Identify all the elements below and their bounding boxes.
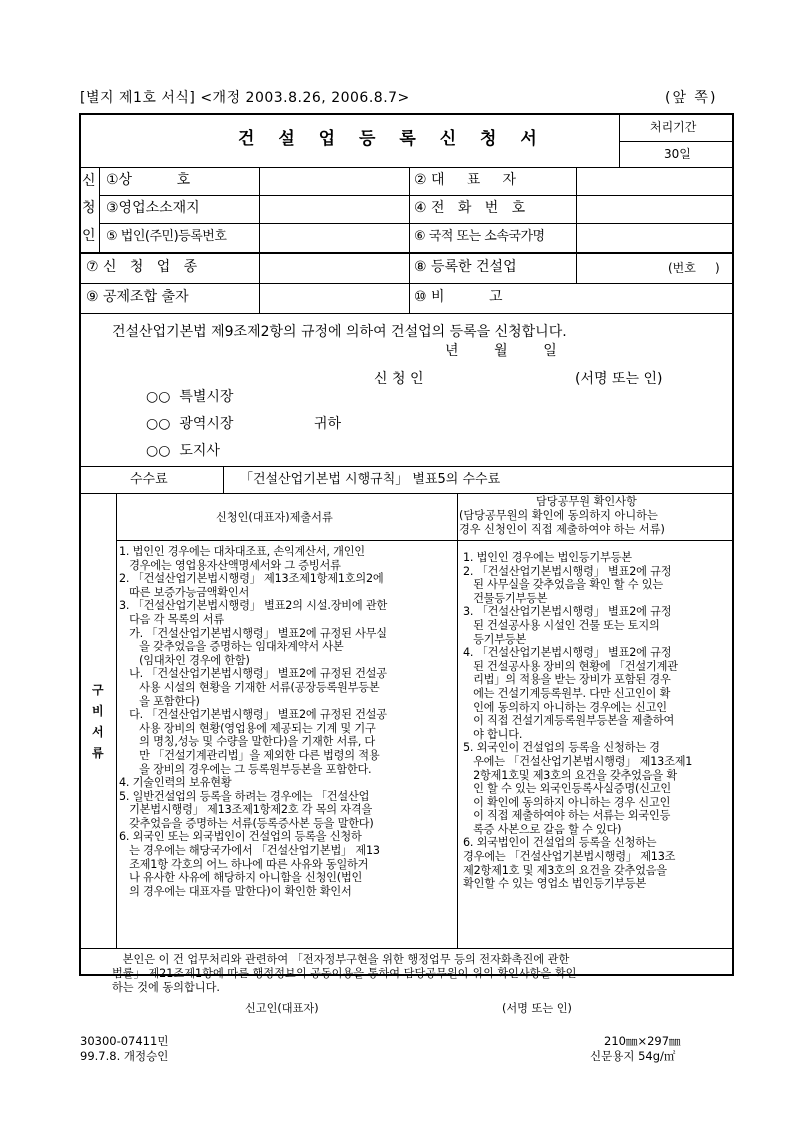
declaration-text: 건설산업기본법 제9조제2항의 규정에 의하여 건설업의 등록을 신청합니다. xyxy=(112,324,567,340)
nationality-label: ⑥ 국적 또는 소속국가명 xyxy=(414,229,545,244)
official-check-list: 1. 법인인 경우에는 법인등기부등본 2. 「건설산업기본법시행령」 별표2에 규정 된 사무실을 갖추었음을 확인 할 수 있는 건물등기부등본 3. 「건설산업기본법시행령」 별표2에 규정 된 건설공사용 시설인 건물 또는 토지의 등기부등본 4. 「건설산업기본법시행령」 별표2에 규정 된 건설공사용 장비의 현황에 「건설기계관 리법」의 적용을 받는 장비가 포함된 경우 에는 건설기계등록원부. 다만 신고인이 확 인에 동의하지 아니하는 경우에는 신고인 이 직접 건설기계등록원부등본을 제출하여 야 합니다. 5. 외국인이 건설업의 등록을 신청하는 경 우에는 「건설산업기본법시행령」 제13조제1 2항제1호및 제3호의 요건을 갖추었음을 확 인 할 수 있는 외국인등록사실증명(신고인 이 확인에 동의하지 아니하는 경우 신고인 이 직접 제출하여야 하는 서류는 외국인등 록증 사본으로 갈음 할 수 있다) 6. 외국법인이 건설업의 등록을 신청하는 경우에는 「건설산업기본법시행령」 제13조 제2항제1호 및 제3호의 요건을 갖추었음을 확인할 수 있는 영업소 법인등기부등본 xyxy=(463,551,693,891)
official-check-header: 담당공무원 확인사항 xyxy=(536,495,637,508)
phone-label: ④ 전 화 번 호 xyxy=(414,200,526,216)
divider xyxy=(79,948,734,949)
applicant-documents-list: 1. 법인인 경우에는 대차대조표, 손익계산서, 개인인 경우에는 영업용자산액명세서와 그 증빙서류 2. 「건설산업기본법시행령」 제13조제1항제1호의2에 따른 보증가능금액확인서 3. 「건설산업기본법시행령」 별표2의 시설.장비에 관한 다음 각 목록의 서류 가. 「건설산업기본법시행령」 별표2에 규정된 사무실 을 갖추었음을 증명하는 임대차계약서 사본 (임대차인 경우에 한함) 나. 「건설산업기본법시행령」 별표2에 규정된 건설공 사용 시설의 현황을 기재한 서류(공장등록원부등본 을 포함한다) 다. 「건설산업기본법시행령」 별표2에 규정된 건설공 사용 장비의 현황(영업용에 제공되는 기계 및 기구 의 명칭,성능 및 수량을 말한다)을 기재한 서류, 다 만 「건설기계관리법」을 제외한 다른 법령의 적용 을 장비의 경우에는 그 등록원부등본을 포함한다. 4. 기술인력의 보유현황 5. 일반건설업의 등록을 하려는 경우에는 「건설산업 기본법시행령」 제13조제1항제2호 각 목의 자격을 갖추었음을 증명하는 서류(등록증사본 등을 말한다) 6. 외국인 또는 외국법인이 건설업의 등록을 신청하 는 경우에는 해당국가에서 「건설산업기본법」 제13 조제1항 각호의 어느 하나에 따른 사유와 동일하거 나 유사한 사유에 해당하지 아니함을 신청인(법인 의 경우에는 대표자를 말한다)이 확인한 확인서 xyxy=(119,545,388,898)
business-type-label: ⑦ 신 청 업 종 xyxy=(86,259,198,275)
divider xyxy=(79,252,734,254)
divider xyxy=(79,466,734,467)
divider xyxy=(79,167,734,168)
divider xyxy=(116,493,117,948)
remarks-label: ⑩ 비 고 xyxy=(414,289,503,305)
divider xyxy=(79,283,734,284)
divider xyxy=(99,195,734,196)
divider xyxy=(116,540,734,541)
applicant-side-3: 인 xyxy=(82,228,96,244)
documents-side-4: 류 xyxy=(92,746,104,760)
divider xyxy=(99,223,734,224)
page-side-label: (앞 쪽) xyxy=(665,90,718,106)
consent-line-1: 본인은 이 건 업무처리와 관련하여 「전자정부구현을 위한 행정업무 등의 전자화촉진에 관한 xyxy=(112,953,570,966)
registration-number-label: ⑤ 법인(주민)등록번호 xyxy=(106,229,227,244)
applicant-documents-header: 신청인(대표자)제출서류 xyxy=(216,511,333,524)
registered-business-number: (번호 ) xyxy=(668,261,720,275)
addressee-honorific: 귀하 xyxy=(314,416,342,432)
official-check-subheader-1: (담당공무원의 확인에 동의하지 아니하는 xyxy=(459,509,658,522)
divider xyxy=(223,466,224,493)
office-address-label: ③영업소소재지 xyxy=(106,200,200,216)
registered-business-label: ⑧ 등록한 건설업 xyxy=(414,259,517,275)
form-code: 30300-07411민 xyxy=(80,1034,169,1048)
documents-side-3: 서 xyxy=(92,725,104,739)
paper-size: 210㎜×297㎜ xyxy=(604,1034,681,1048)
documents-side-2: 비 xyxy=(92,704,104,718)
reporter-signature: (서명 또는 인) xyxy=(502,1002,572,1015)
divider xyxy=(457,493,458,948)
applicant-side-2: 청 xyxy=(82,200,96,216)
documents-side-1: 구 xyxy=(92,683,104,697)
official-check-subheader-2: 경우 신청인이 직접 제출하여야 하는 서류) xyxy=(459,523,665,536)
divider xyxy=(259,167,260,313)
applicant-signature: (서명 또는 인) xyxy=(575,371,663,387)
divider xyxy=(79,493,734,494)
reporter-label: 신고인(대표자) xyxy=(245,1002,319,1015)
mutual-aid-label: ⑨ 공제조합 출자 xyxy=(86,289,189,305)
fee-value: 「건설산업기본법 시행규칙」 별표5의 수수료 xyxy=(240,472,501,487)
approval-date: 99.7.8. 개정승인 xyxy=(80,1049,169,1063)
addressee-special-city: ○○ 특별시장 xyxy=(146,389,234,405)
consent-line-2: 법률」 제21조제1항에 따른 행정정보의 공동이용을 통하여 담당공무원이 위의 확인사항을 확인 xyxy=(112,967,577,980)
divider xyxy=(409,167,410,313)
form-title: 건 설 업 등 록 신 청 서 xyxy=(238,129,546,149)
fee-label: 수수료 xyxy=(130,472,168,487)
company-name-label: ①상 호 xyxy=(106,172,191,188)
addressee-province: ○○ 도지사 xyxy=(146,443,220,459)
representative-label: ② 대 표 자 xyxy=(414,172,517,188)
form-number: [별지 제1호 서식] <개정 2003.8.26, 2006.8.7> xyxy=(80,90,410,106)
divider xyxy=(99,167,100,253)
applicant-label: 신 청 인 xyxy=(374,371,424,387)
paper-type: 신문용지 54g/㎡ xyxy=(590,1049,676,1063)
divider xyxy=(79,313,734,314)
addressee-metro-city: ○○ 광역시장 xyxy=(146,416,234,432)
divider xyxy=(576,167,577,283)
applicant-side-1: 신 xyxy=(82,173,96,189)
divider xyxy=(619,113,620,167)
processing-period-label: 처리기간 xyxy=(650,120,697,134)
declaration-date: 년 월 일 xyxy=(445,343,557,359)
consent-line-3: 하는 것에 동의합니다. xyxy=(112,981,220,994)
processing-period-value: 30일 xyxy=(664,147,691,161)
divider xyxy=(619,141,733,142)
